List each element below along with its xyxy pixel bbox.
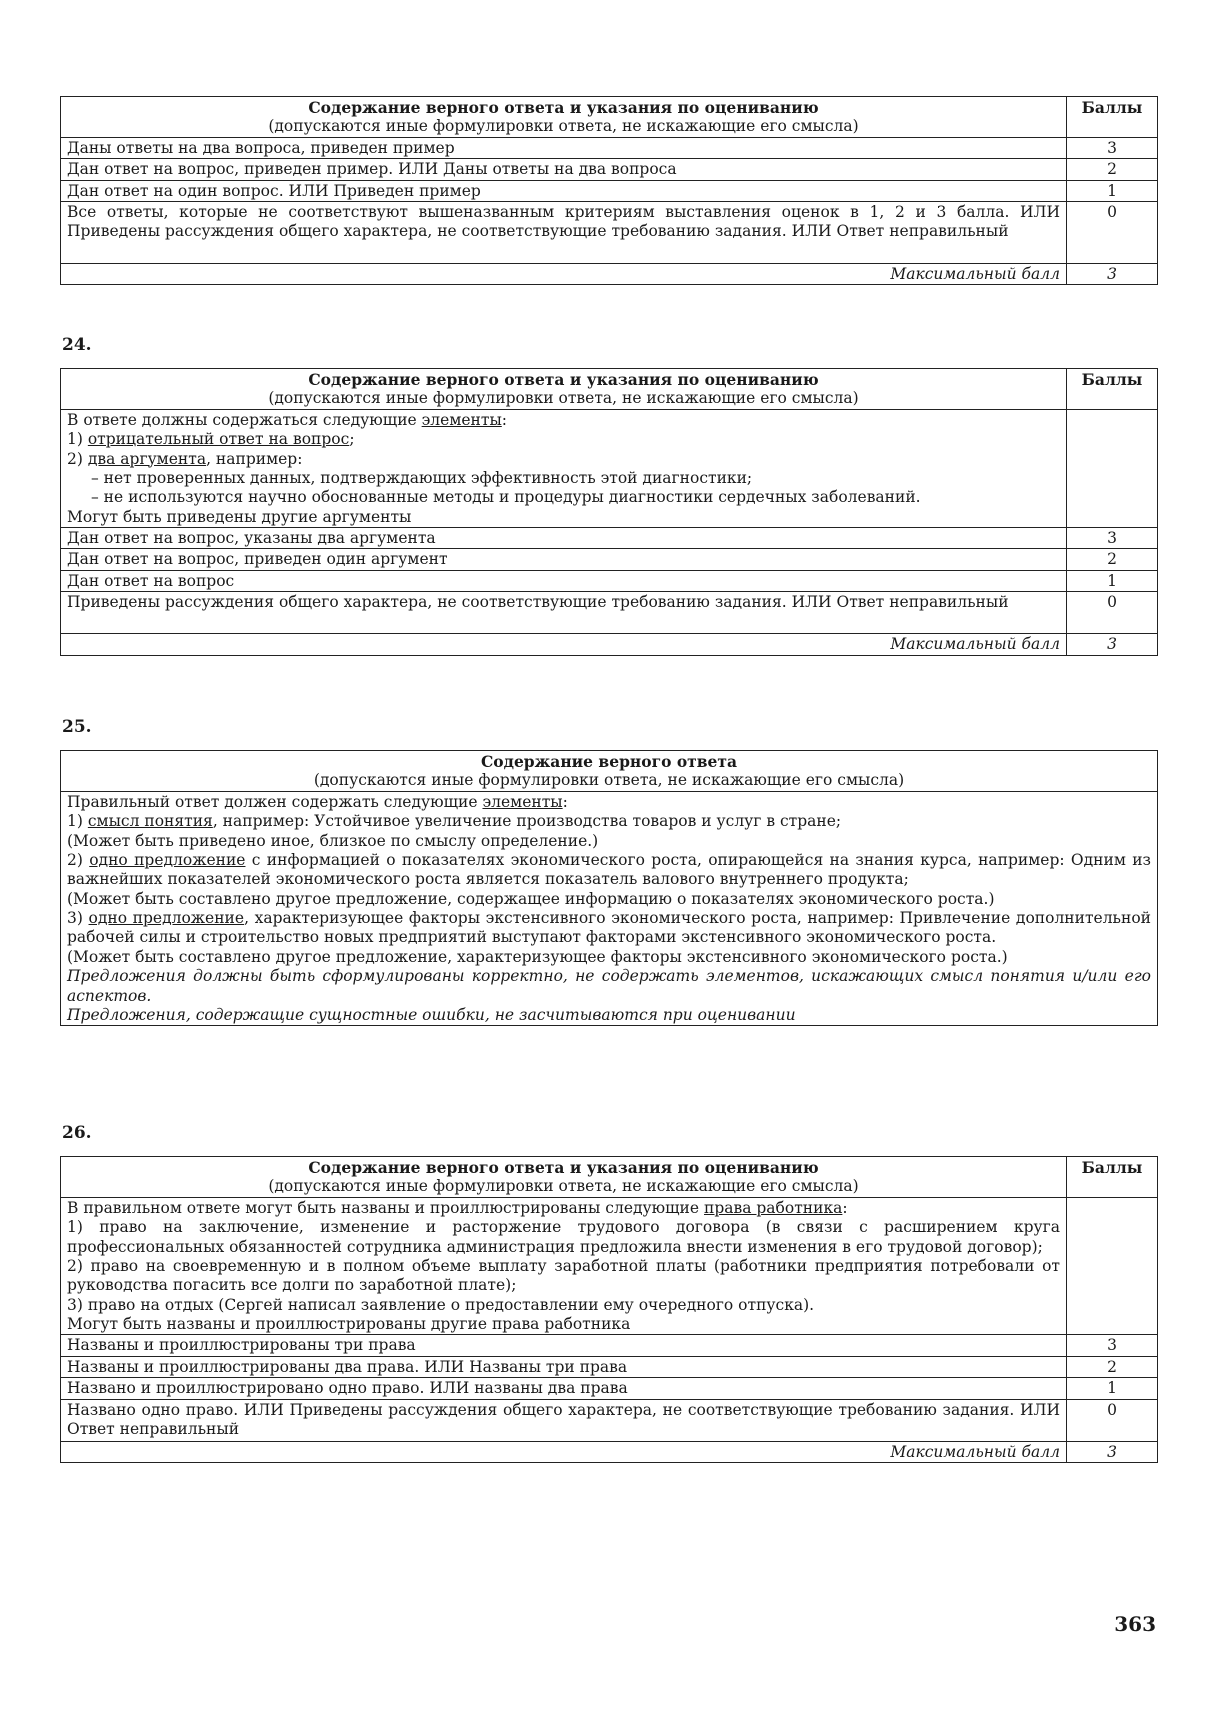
header-cell xyxy=(61,1157,1067,1198)
page-number: 363 xyxy=(1114,1612,1156,1636)
header-cell xyxy=(61,369,1067,410)
content-line: В правильном ответе могут быть названы и проиллюстрированы следующие права работника: xyxy=(67,1198,848,1217)
max-row xyxy=(61,634,1158,655)
header-subtitle: (допускаются иные формулировки ответа, не искажающие его смысла) xyxy=(268,1177,859,1196)
header-subtitle: (допускаются иные формулировки ответа, не искажающие его смысла) xyxy=(313,771,905,790)
table-row xyxy=(61,1399,1158,1441)
criterion-text: Дан ответ на вопрос, приведен один аргумент xyxy=(61,549,1067,570)
criterion-text: Даны ответы на два вопроса, приведен пример xyxy=(61,137,1067,158)
answer-content xyxy=(61,409,1067,527)
content-line: 2) одно предложение с информацией о показателях экономического роста, опирающейся на знания курса, например: Одним из важнейших показателей экономического роста является показатель валового внутреннего продукта; xyxy=(67,850,1151,889)
criterion-points: 3 xyxy=(1067,137,1158,158)
content-note: (Может быть приведено иное, близкое по смыслу определение.) xyxy=(67,831,599,850)
content-row xyxy=(61,1197,1158,1335)
table-row xyxy=(61,201,1158,263)
max-label: Максимальный балл xyxy=(61,263,1067,284)
points-header: Баллы xyxy=(1067,97,1158,138)
criterion-points: 2 xyxy=(1067,1356,1158,1377)
criterion-text: Дан ответ на вопрос, приведен пример. ИЛИ Даны ответы на два вопроса xyxy=(61,159,1067,180)
points-header: Баллы xyxy=(1067,1157,1158,1198)
right-item: 1) право на заключение, изменение и расторжение трудового договора (в связи с расширением круга профессиональных обязанностей сотрудника администрация предложила внести изменения в его трудовой договор); xyxy=(67,1218,1060,1256)
question-number-24: 24. xyxy=(62,335,92,355)
content-line: 1) отрицательный ответ на вопрос; xyxy=(67,430,355,449)
header-cell xyxy=(61,97,1067,138)
table-row xyxy=(61,137,1158,158)
header-cell xyxy=(61,751,1158,792)
right-item: 2) право на своевременную и в полном объеме выплату заработной платы (работники предприятия потребовали от руководства погасить все долги по заработной плате); xyxy=(67,1256,1060,1295)
criterion-points: 1 xyxy=(1067,180,1158,201)
max-row xyxy=(61,263,1158,284)
criterion-points: 0 xyxy=(1067,1399,1158,1441)
max-row xyxy=(61,1441,1158,1462)
argument-line: – нет проверенных данных, подтверждающих эффективность этой диагностики; xyxy=(91,468,753,487)
empty-points-cell xyxy=(1067,409,1158,527)
content-note: (Может быть составлено другое предложение, содержащее информацию о показателях экономического роста.) xyxy=(67,889,995,908)
criterion-points: 3 xyxy=(1067,1335,1158,1356)
criteria-table-24 xyxy=(60,368,1158,656)
table-header-row xyxy=(61,751,1158,792)
criterion-points: 0 xyxy=(1067,201,1158,263)
table-row xyxy=(61,180,1158,201)
max-label: Максимальный балл xyxy=(61,634,1067,655)
content-row xyxy=(61,409,1158,527)
right-item: 3) право на отдых (Сергей написал заявление о предоставлении ему очередного отпуска). xyxy=(67,1295,815,1314)
table-row xyxy=(61,570,1158,591)
table-header-row xyxy=(61,1157,1158,1198)
header-title: Содержание верного ответа и указания по оцениванию xyxy=(308,1158,819,1177)
table-row xyxy=(61,159,1158,180)
max-label: Максимальный балл xyxy=(61,1441,1067,1462)
criterion-text: Все ответы, которые не соответствуют вышеназванным критериям выставления оценок в 1, 2 и 3 балла. ИЛИ Приведены рассуждения общего характера, не соответствующие требованию задания. ИЛИ Ответ неправильный xyxy=(61,201,1067,263)
table-header-row xyxy=(61,97,1158,138)
criteria-table-23 xyxy=(60,96,1158,285)
content-line: Правильный ответ должен содержать следующие элементы: xyxy=(67,792,568,811)
header-subtitle: (допускаются иные формулировки ответа, не искажающие его смысла) xyxy=(268,117,859,136)
header-title: Содержание верного ответа и указания по оцениванию xyxy=(308,98,819,117)
question-number-25: 25. xyxy=(62,717,92,737)
italic-note: Предложения, содержащие сущностные ошибки, не засчитываются при оценивании xyxy=(67,1005,796,1024)
criterion-text: Названы и проиллюстрированы два права. ИЛИ Названы три права xyxy=(61,1356,1067,1377)
criterion-text: Названы и проиллюстрированы три права xyxy=(61,1335,1067,1356)
content-line: Могут быть приведены другие аргументы xyxy=(67,507,412,526)
argument-line: – не используются научно обоснованные методы и процедуры диагностики сердечных заболеваний. xyxy=(91,488,921,507)
content-line: 2) два аргумента, например: xyxy=(67,449,303,468)
points-header: Баллы xyxy=(1067,369,1158,410)
table-row xyxy=(61,528,1158,549)
content-note: (Может быть составлено другое предложение, характеризующее факторы экстенсивного экономического роста.) xyxy=(67,947,1008,966)
table-row xyxy=(61,1335,1158,1356)
content-row xyxy=(61,791,1158,1026)
criterion-points: 1 xyxy=(1067,570,1158,591)
answer-content xyxy=(61,791,1158,1026)
criterion-points: 0 xyxy=(1067,592,1158,634)
table-row xyxy=(61,1356,1158,1377)
criterion-text: Дан ответ на вопрос, указаны два аргумента xyxy=(61,528,1067,549)
criterion-points: 2 xyxy=(1067,159,1158,180)
max-value: 3 xyxy=(1067,634,1158,655)
criterion-text: Названо одно право. ИЛИ Приведены рассуждения общего характера, не соответствующие требованию задания. ИЛИ Ответ неправильный xyxy=(61,1399,1067,1441)
criterion-points: 2 xyxy=(1067,549,1158,570)
content-line: 1) смысл понятия, например: Устойчивое увеличение производства товаров и услуг в стране; xyxy=(67,812,842,831)
answer-content xyxy=(61,1197,1067,1335)
header-title: Содержание верного ответа xyxy=(480,752,738,771)
question-number-26: 26. xyxy=(62,1123,92,1143)
table-row xyxy=(61,549,1158,570)
criterion-points: 1 xyxy=(1067,1378,1158,1399)
criterion-points: 3 xyxy=(1067,528,1158,549)
table-row xyxy=(61,592,1158,634)
empty-points-cell xyxy=(1067,1197,1158,1335)
criterion-text: Приведены рассуждения общего характера, не соответствующие требованию задания. ИЛИ Ответ неправильный xyxy=(61,592,1067,634)
content-line: 3) одно предложение, характеризующее факторы экстенсивного экономического роста, например: Привлечение дополнительной рабочей силы и строительство новых предприятий выступают факторами экстенсивного экономического роста. xyxy=(67,909,1151,947)
table-row xyxy=(61,1378,1158,1399)
criteria-table-26 xyxy=(60,1156,1158,1463)
criterion-text: Дан ответ на один вопрос. ИЛИ Приведен пример xyxy=(61,180,1067,201)
header-title: Содержание верного ответа и указания по оцениванию xyxy=(308,370,819,389)
criteria-table-25 xyxy=(60,750,1158,1026)
content-line: В ответе должны содержаться следующие элементы: xyxy=(67,410,508,429)
table-header-row xyxy=(61,369,1158,410)
criterion-text: Названо и проиллюстрировано одно право. ИЛИ названы два права xyxy=(61,1378,1067,1399)
max-value: 3 xyxy=(1067,1441,1158,1462)
criterion-text: Дан ответ на вопрос xyxy=(61,570,1067,591)
italic-note: Предложения должны быть сформулированы корректно, не содержать элементов, искажающих смысл понятия и/или его аспектов. xyxy=(67,967,1151,1005)
content-line: Могут быть названы и проиллюстрированы другие права работника xyxy=(67,1315,631,1333)
header-subtitle: (допускаются иные формулировки ответа, не искажающие его смысла) xyxy=(268,389,859,408)
max-value: 3 xyxy=(1067,263,1158,284)
